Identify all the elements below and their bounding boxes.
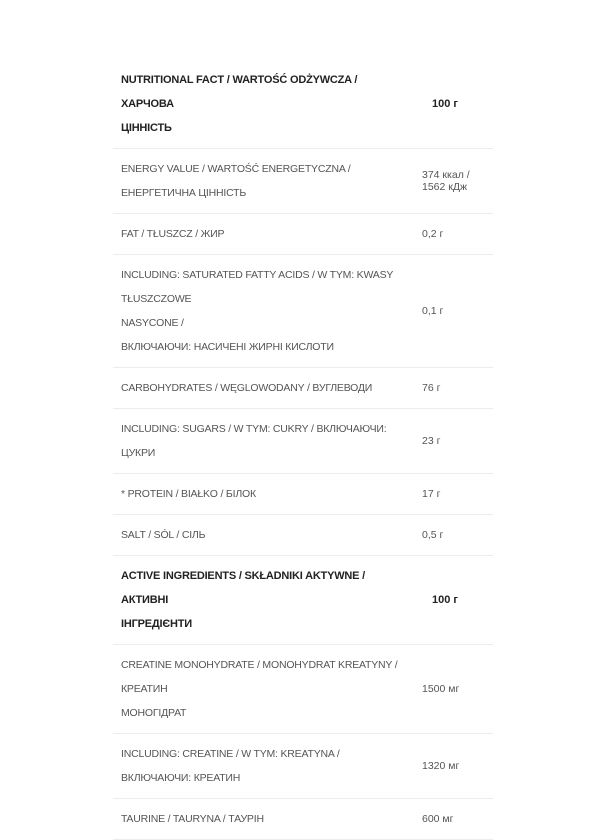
- label-line: NUTRITIONAL FACT / WARTOŚĆ ODŻYWCZA / ХАРЧОВА: [121, 74, 358, 110]
- label-line: INCLUDING: SATURATED FATTY ACIDS / W TYM: KWASY TŁUSZCZOWE: [121, 269, 393, 305]
- table-row-label: [113, 255, 418, 367]
- table-row: [113, 368, 493, 409]
- table-row: [113, 409, 493, 474]
- table-row-label: [113, 645, 418, 733]
- nutrition-header-row-label: [113, 60, 418, 148]
- nutrition-table: [113, 60, 493, 840]
- label-line: TAURINE / TAURYNA / ТАУРІН: [121, 813, 264, 825]
- table-row: [113, 255, 493, 368]
- nutrition-header-row: [113, 60, 493, 149]
- table-row-value: 374 ккал / 1562 кДж: [422, 169, 470, 193]
- table-row-label: [113, 474, 418, 514]
- label-line: NASYCONE /: [121, 317, 184, 329]
- table-row-label: [113, 149, 418, 213]
- label-line: SALT / SÓL / СІЛЬ: [121, 529, 206, 541]
- label-line: ВКЛЮЧАЮЧИ: НАСИЧЕНІ ЖИРНІ КИСЛОТИ: [121, 341, 334, 353]
- table-row-label: [113, 214, 418, 254]
- table-row: [113, 515, 493, 556]
- table-row-value: 1500 мг: [422, 683, 460, 695]
- table-row-value: 23 г: [422, 435, 441, 447]
- active-ingredients-header-row-value: 100 г: [432, 594, 458, 606]
- active-ingredients-header-row-label: [113, 556, 418, 644]
- table-row-label: [113, 368, 418, 408]
- table-row: [113, 214, 493, 255]
- label-line: МОНОГІДРАТ: [121, 707, 187, 719]
- table-row-label: [113, 799, 418, 839]
- table-row-label: [113, 734, 418, 798]
- table-row-value: 76 г: [422, 382, 441, 394]
- table-row-label: [113, 409, 418, 473]
- label-line: CARBOHYDRATES / WĘGLOWODANY / ВУГЛЕВОДИ: [121, 382, 373, 394]
- table-row-label: [113, 515, 418, 555]
- table-row-value: 600 мг: [422, 813, 454, 825]
- label-line: ENERGY VALUE / WARTOŚĆ ENERGETYCZNA / ЕНЕРГЕТИЧНА ЦІННІСТЬ: [121, 163, 351, 199]
- table-row: [113, 799, 493, 840]
- table-row-value: 0,2 г: [422, 228, 444, 240]
- table-row: [113, 474, 493, 515]
- table-row: [113, 149, 493, 214]
- label-line: CREATINE MONOHYDRATE / MONOHYDRAT KREATYNY / КРЕАТИН: [121, 659, 398, 695]
- label-line: ІНГРЕДІЄНТИ: [121, 618, 192, 630]
- table-row-value: 1320 мг: [422, 760, 460, 772]
- nutrition-header-row-value: 100 г: [432, 98, 458, 110]
- table-row-value: 0,1 г: [422, 305, 444, 317]
- active-ingredients-header-row: [113, 556, 493, 645]
- label-line: INCLUDING: CREATINE / W TYM: KREATYNA / ВКЛЮЧАЮЧИ: КРЕАТИН: [121, 748, 340, 784]
- label-line: ACTIVE INGREDIENTS / SKŁADNIKI AKTYWNE / АКТИВНІ: [121, 570, 365, 606]
- table-row-value: 17 г: [422, 488, 441, 500]
- table-row-value: 0,5 г: [422, 529, 444, 541]
- table-row: [113, 734, 493, 799]
- label-line: ЦІННІСТЬ: [121, 122, 172, 134]
- table-row: [113, 645, 493, 734]
- label-line: * PROTEIN / BIAŁKO / БІЛОК: [121, 488, 256, 500]
- label-line: INCLUDING: SUGARS / W TYM: CUKRY / ВКЛЮЧАЮЧИ: ЦУКРИ: [121, 423, 387, 459]
- label-line: FAT / TŁUSZCZ / ЖИР: [121, 228, 225, 240]
